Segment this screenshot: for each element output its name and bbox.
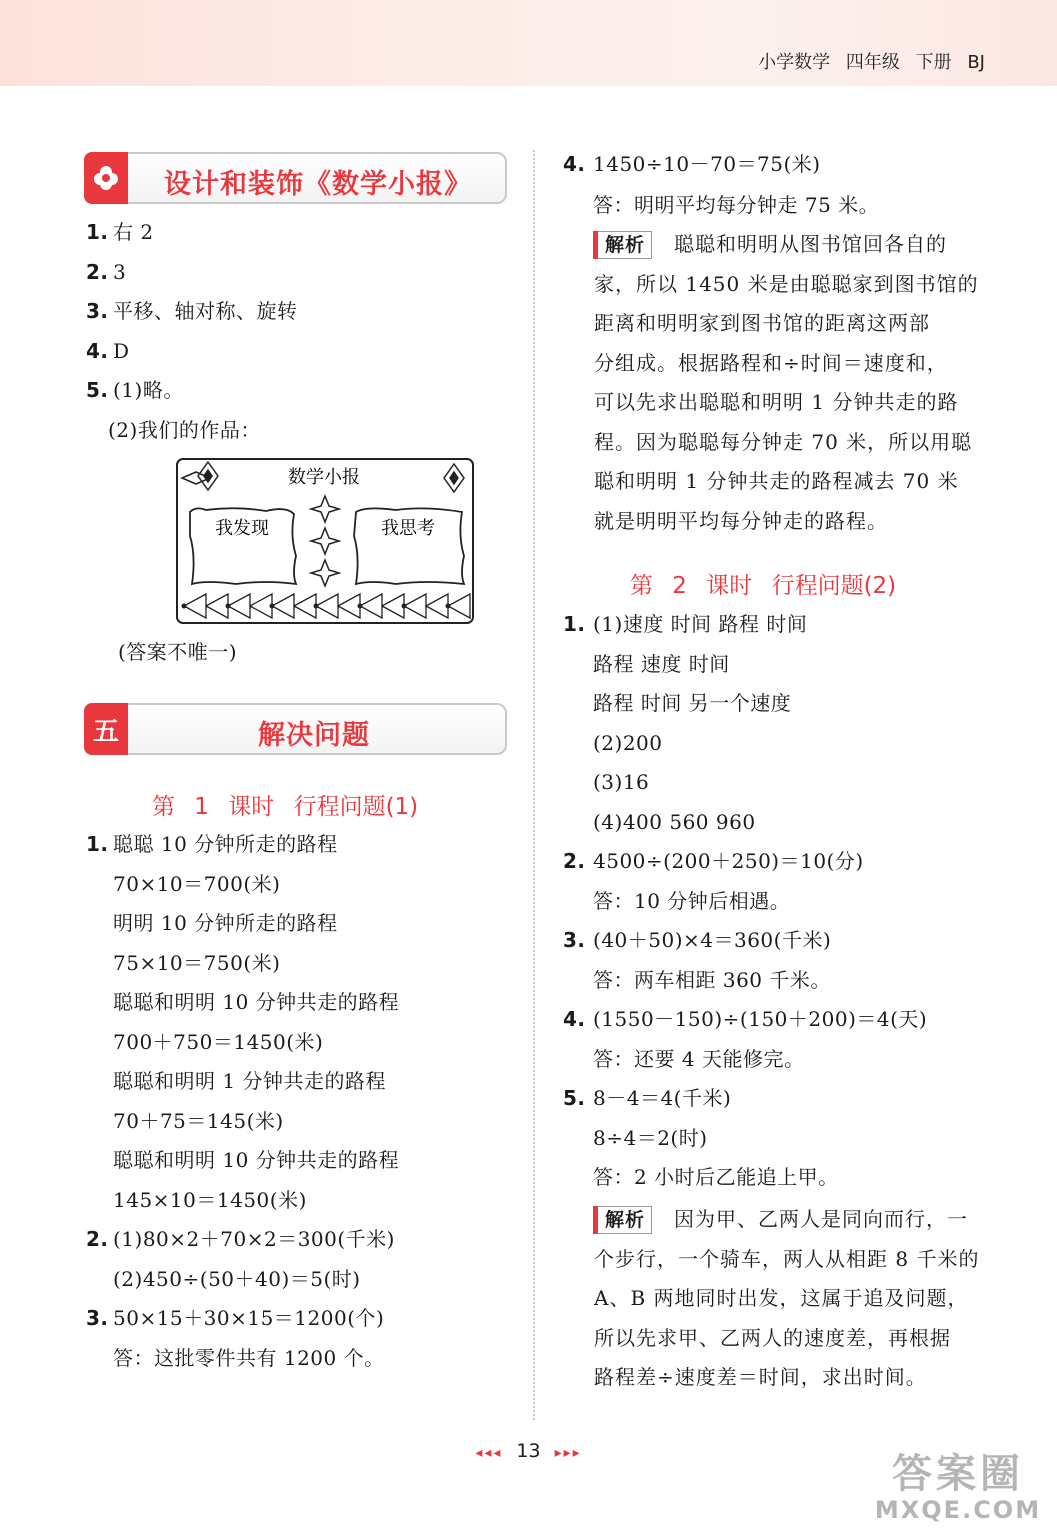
answer-line: 8－4＝4(千米) bbox=[593, 1086, 732, 1110]
analysis-line: 个步行，一个骑车，两人从相距 8 千米的 bbox=[594, 1246, 980, 1271]
answer-line: 70＋75＝145(米) bbox=[113, 1108, 284, 1133]
answer-line: 平移、轴对称、旋转 bbox=[113, 299, 298, 323]
answer-line: 50×15＋30×15＝1200(个) bbox=[113, 1306, 385, 1330]
newspaper-box-find: 我发现 bbox=[215, 518, 269, 539]
answer-line: (2)200 bbox=[593, 730, 663, 755]
page-number: 13 bbox=[516, 1440, 541, 1462]
analysis-line: A、B 两地同时出发，这属于追及问题， bbox=[594, 1286, 969, 1310]
book-info: 小学数学 四年级 下册 BJ bbox=[758, 52, 985, 73]
item-number: 1. bbox=[563, 612, 586, 636]
lesson-title: 第 1 课时 行程问题(1) bbox=[152, 794, 419, 820]
answer-line: 3 bbox=[113, 259, 127, 284]
newspaper-box-think: 我思考 bbox=[381, 518, 435, 539]
answer-line: 路程 时间 另一个速度 bbox=[593, 691, 792, 715]
lesson-title: 第 2 课时 行程问题(2) bbox=[630, 573, 897, 599]
answer-line: (1)略。 bbox=[113, 378, 184, 402]
answer-line: (1550－150)÷(150＋200)＝4(天) bbox=[593, 1007, 928, 1031]
item-number: 1. bbox=[86, 220, 109, 244]
analysis-line: 家，所以 1450 米是由聪聪家到图书馆的 bbox=[594, 271, 979, 296]
analysis-paragraph bbox=[594, 1200, 987, 1398]
answer-line: 明明 10 分钟所走的路程 bbox=[113, 911, 338, 935]
answer-line: 8÷4＝2(时) bbox=[593, 1125, 708, 1150]
answer-line: 1450÷10－70＝75(米) bbox=[593, 152, 821, 176]
answer-line: 4500÷(200＋250)＝10(分) bbox=[593, 849, 864, 873]
answer-line: 145×10＝1450(米) bbox=[113, 1187, 307, 1212]
analysis-paragraph bbox=[594, 225, 987, 541]
answer-line: 答：10 分钟后相遇。 bbox=[593, 888, 791, 913]
analysis-tag: 解析 bbox=[594, 1206, 652, 1234]
answer-line: 聪聪和明明 1 分钟共走的路程 bbox=[113, 1069, 386, 1093]
answer-line: 答：还要 4 天能修完。 bbox=[593, 1046, 805, 1071]
answer-line: 答：明明平均每分钟走 75 米。 bbox=[593, 193, 880, 217]
item-number: 5. bbox=[563, 1086, 586, 1110]
answer-note: (答案不唯一) bbox=[118, 640, 238, 664]
section-title: 解决问题 bbox=[258, 720, 370, 751]
left-arrows-icon: ◂◂◂ bbox=[475, 1445, 503, 1461]
answer-line: (4)400 560 960 bbox=[593, 809, 756, 834]
analysis-line: 因为甲、乙两人是同向而行，一 bbox=[674, 1207, 969, 1231]
unit-badge: 五 bbox=[84, 703, 128, 755]
answer-line: D bbox=[113, 338, 130, 363]
flower-icon bbox=[84, 152, 128, 204]
analysis-line: 距离和明明家到图书馆的距离这两部 bbox=[594, 311, 930, 335]
item-number: 4. bbox=[86, 338, 109, 363]
item-number: 2. bbox=[563, 849, 586, 873]
analysis-line: 聪和明明 1 分钟共走的路程减去 70 米 bbox=[594, 469, 959, 493]
answer-line: (1)速度 时间 路程 时间 bbox=[593, 612, 808, 636]
analysis-line: 分组成。根据路程和÷时间＝速度和， bbox=[594, 350, 948, 375]
item-number: 1. bbox=[86, 832, 109, 856]
item-number: 4. bbox=[563, 152, 586, 176]
answer-line: 答：两车相距 360 千米。 bbox=[593, 967, 831, 992]
answer-line: 聪聪和明明 10 分钟共走的路程 bbox=[113, 990, 400, 1014]
newspaper-drawing bbox=[176, 456, 476, 626]
column-divider bbox=[533, 150, 535, 1420]
item-number: 4. bbox=[563, 1007, 586, 1031]
newspaper-title: 数学小报 bbox=[288, 467, 360, 488]
section-banner-problem-solving bbox=[84, 703, 507, 755]
answer-line: 右 2 bbox=[113, 220, 154, 244]
section-title: 设计和装饰《数学小报》 bbox=[164, 169, 472, 200]
section-banner-newspaper bbox=[84, 152, 507, 204]
item-number: 3. bbox=[86, 1306, 109, 1330]
item-number: 2. bbox=[86, 1227, 109, 1251]
item-number: 3. bbox=[563, 928, 586, 952]
answer-line: (1)80×2＋70×2＝300(千米) bbox=[113, 1227, 395, 1251]
analysis-line: 程。因为聪聪每分钟走 70 米，所以用聪 bbox=[594, 429, 973, 454]
answer-line: (2)我们的作品： bbox=[108, 417, 261, 442]
item-number: 5. bbox=[86, 378, 109, 402]
answer-line: 路程 速度 时间 bbox=[593, 651, 730, 676]
analysis-line: 聪聪和明明从图书馆回各自的 bbox=[674, 232, 948, 256]
analysis-line: 可以先求出聪聪和明明 1 分钟共走的路 bbox=[594, 390, 959, 414]
analysis-line: 路程差÷速度差＝时间，求出时间。 bbox=[594, 1365, 927, 1389]
analysis-tag: 解析 bbox=[594, 231, 652, 259]
answer-line: (3)16 bbox=[593, 770, 650, 794]
answer-line: 答：2 小时后乙能追上甲。 bbox=[593, 1165, 839, 1189]
answer-line: 700＋750＝1450(米) bbox=[113, 1029, 324, 1054]
answer-line: 70×10＝700(米) bbox=[113, 871, 281, 896]
item-number: 2. bbox=[86, 259, 109, 284]
right-arrows-icon: ▸▸▸ bbox=[554, 1445, 582, 1461]
watermark-logo: 答案圈 MXQE.COM bbox=[874, 1451, 1042, 1524]
answer-line: (2)450÷(50＋40)＝5(时) bbox=[113, 1266, 361, 1291]
answer-line: 聪聪和明明 10 分钟共走的路程 bbox=[113, 1148, 400, 1172]
answer-line: (40＋50)×4＝360(千米) bbox=[593, 928, 832, 952]
item-number: 3. bbox=[86, 299, 109, 323]
answer-line: 75×10＝750(米) bbox=[113, 950, 281, 975]
analysis-line: 所以先求甲、乙两人的速度差，再根据 bbox=[594, 1325, 951, 1350]
analysis-line: 就是明明平均每分钟走的路程。 bbox=[594, 508, 888, 533]
answer-line: 聪聪 10 分钟所走的路程 bbox=[113, 832, 338, 856]
answer-line: 答：这批零件共有 1200 个。 bbox=[113, 1345, 385, 1370]
star-ornament-icon bbox=[311, 496, 339, 586]
